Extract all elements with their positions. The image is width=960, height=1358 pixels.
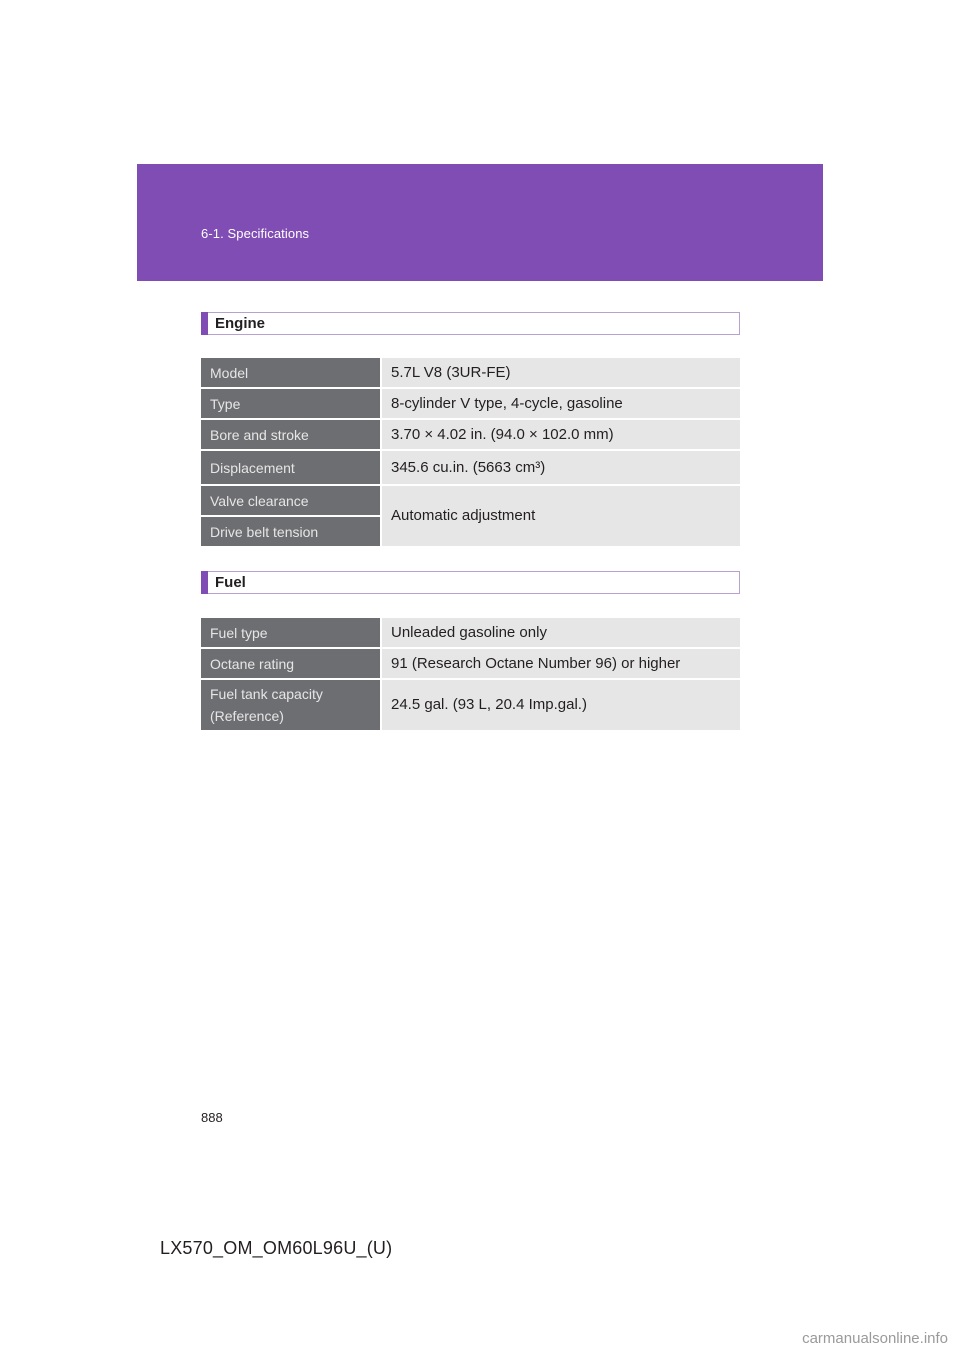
spec-label: Bore and stroke bbox=[201, 420, 380, 451]
table-row bbox=[201, 680, 740, 732]
page-number: 888 bbox=[201, 1110, 223, 1125]
heading-accent-bar bbox=[201, 312, 208, 335]
engine-heading bbox=[201, 312, 740, 335]
fuel-spec-table bbox=[201, 618, 740, 732]
table-row bbox=[201, 420, 740, 451]
fuel-heading bbox=[201, 571, 740, 594]
table-row bbox=[201, 649, 740, 680]
section-title: 6-1. Specifications bbox=[201, 226, 310, 241]
spec-value: 8-cylinder V type, 4-cycle, gasoline bbox=[380, 389, 740, 420]
spec-label: Fuel tank capacity bbox=[210, 686, 323, 702]
spec-value: 91 (Research Octane Number 96) or higher bbox=[380, 649, 740, 680]
table-row bbox=[201, 358, 740, 389]
spec-value: Automatic adjustment bbox=[380, 486, 740, 548]
spec-label: Model bbox=[201, 358, 380, 389]
header-band bbox=[137, 164, 823, 281]
heading-accent-bar bbox=[201, 571, 208, 594]
table-row bbox=[201, 389, 740, 420]
spec-label: Octane rating bbox=[201, 649, 380, 680]
table-row bbox=[201, 486, 740, 517]
spec-value: 5.7L V8 (3UR-FE) bbox=[380, 358, 740, 389]
table-row bbox=[201, 618, 740, 649]
engine-heading-label: Engine bbox=[215, 315, 266, 332]
spec-label: Displacement bbox=[201, 451, 380, 486]
spec-label: Drive belt tension bbox=[201, 517, 380, 548]
spec-label-multiline bbox=[201, 680, 380, 732]
spec-label: Fuel type bbox=[201, 618, 380, 649]
engine-spec-table bbox=[201, 358, 740, 548]
spec-value: 345.6 cu.in. (5663 cm³) bbox=[380, 451, 740, 486]
spec-label-line2: (Reference) bbox=[210, 708, 284, 724]
fuel-heading-label: Fuel bbox=[215, 574, 246, 591]
spec-value: 3.70 × 4.02 in. (94.0 × 102.0 mm) bbox=[380, 420, 740, 451]
spec-label: Type bbox=[201, 389, 380, 420]
spec-label: Valve clearance bbox=[201, 486, 380, 517]
document-code: LX570_OM_OM60L96U_(U) bbox=[160, 1238, 393, 1258]
watermark-link[interactable]: carmanualsonline.info bbox=[802, 1330, 948, 1347]
spec-value: 24.5 gal. (93 L, 20.4 Imp.gal.) bbox=[380, 680, 740, 732]
spec-value: Unleaded gasoline only bbox=[380, 618, 740, 649]
table-row bbox=[201, 451, 740, 486]
